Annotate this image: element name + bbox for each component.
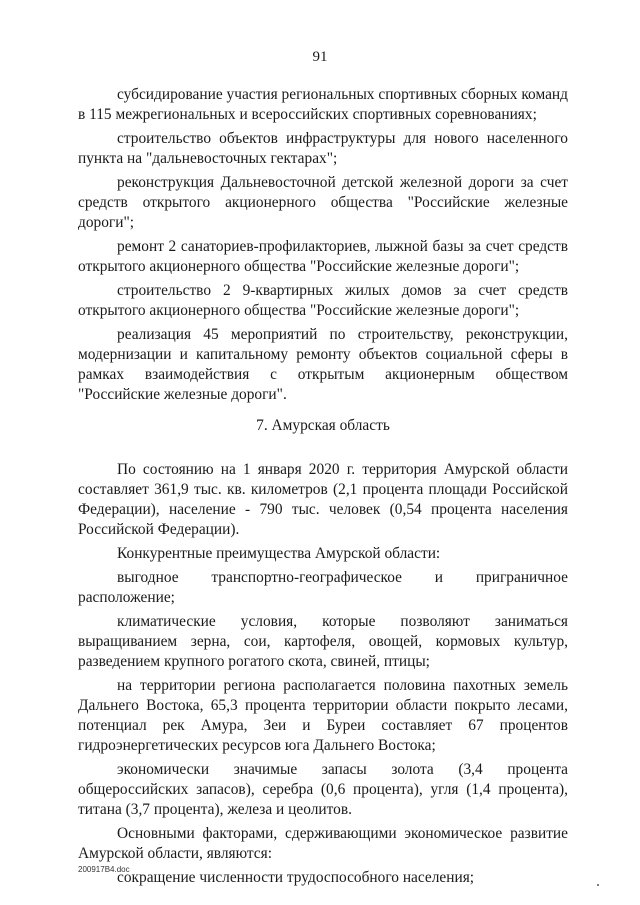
paragraph: реализация 45 мероприятий по строительству, реконструкции, модернизации и капитальному ремонту объектов социальной сферы в рамках взаимодействия с открытым акционерным обществом "Российские железные дороги".: [78, 326, 568, 403]
document-body: [78, 85, 568, 892]
paragraph: на территории региона располагается половина пахотных земель Дальнего Востока, 65,3 процента территории области покрыто лесами, потенциал рек Амура, Зеи и Буреи составляет 67 процентов гидроэнергетических ресурсов юга Дальнего Востока;: [78, 677, 568, 754]
paragraph: ремонт 2 санаториев-профилакториев, лыжной базы за счет средств открытого акционерного общества "Российские железные дороги";: [78, 238, 568, 275]
paragraph: выгодное транспортно-географическое и приграничное расположение;: [78, 569, 568, 606]
paragraph: сокращение численности трудоспособного населения;: [117, 869, 475, 886]
paragraph: субсидирование участия региональных спортивных сборных команд в 115 межрегиональных и всероссийских спортивных соревнованиях;: [78, 86, 568, 123]
paragraph: Конкурентные преимущества Амурской области:: [117, 545, 441, 562]
scan-mark: [597, 884, 599, 886]
section-heading: 7. Амурская область: [256, 417, 390, 434]
paragraph: климатические условия, которые позволяют заниматься выращиванием зерна, сои, картофеля, овощей, кормовых культур, разведением крупного рогатого скота, свиней, птицы;: [78, 613, 568, 670]
paragraph: строительство 2 9-квартирных жилых домов за счет средств открытого акционерного общества "Российские железные дороги";: [78, 282, 568, 319]
paragraph: По состоянию на 1 января 2020 г. территория Амурской области составляет 361,9 тыс. кв. километров (2,1 процента площади Российской Федерации), население - 790 тыс. человек (0,54 процента населения Российской Федерации).: [78, 461, 568, 538]
paragraph: строительство объектов инфраструктуры для нового населенного пункта на "дальневосточных гектарах";: [78, 130, 568, 167]
paragraph: экономически значимые запасы золота (3,4 процента общероссийских запасов), серебра (0,6 процента), угля (1,4 процента), титана (3,7 процента), железа и цеолитов.: [78, 761, 568, 818]
page-number: 91: [312, 49, 328, 65]
footer-file-code: 200917B4.doc: [78, 865, 130, 874]
paragraph: Основными факторами, сдерживающими экономическое развитие Амурской области, являются:: [78, 825, 568, 862]
paragraph: реконструкция Дальневосточной детской железной дороги за счет средств открытого акционерного общества "Российские железные дороги";: [78, 174, 568, 231]
